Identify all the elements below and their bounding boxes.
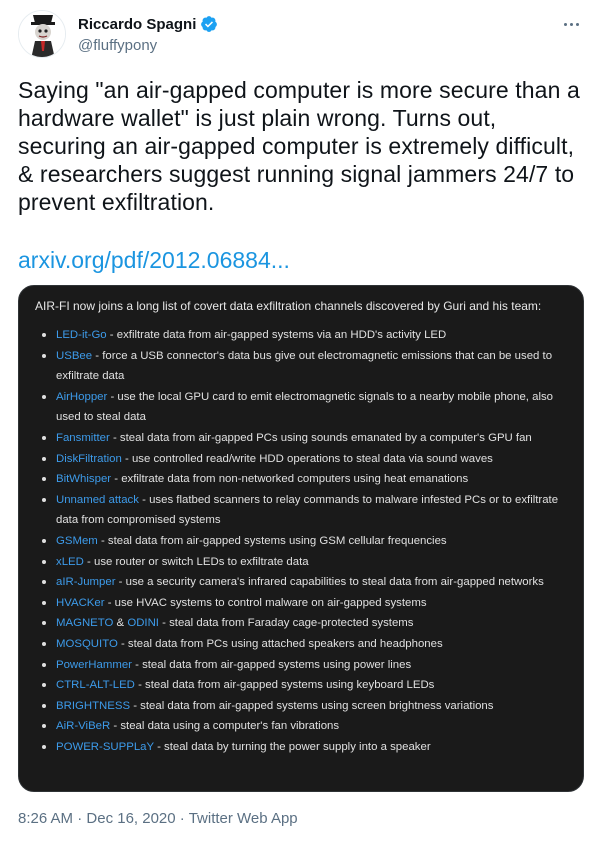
channel-name: PowerHammer — [56, 658, 132, 671]
exfiltration-list — [35, 325, 567, 757]
list-item — [35, 737, 567, 758]
channel-description: - steal data from PCs using attached speakers and headphones — [117, 637, 443, 650]
more-options-button[interactable] — [560, 14, 582, 34]
handle[interactable]: @fluffypony — [78, 37, 158, 54]
tweet-time[interactable]: 8:26 AM — [18, 810, 74, 827]
channel-description: - steal data from Faraday cage-protected systems — [158, 617, 414, 630]
tweet-date[interactable]: Dec 16, 2020 — [86, 810, 176, 827]
tweet-source-app[interactable]: Twitter Web App — [188, 810, 298, 827]
more-dot — [576, 23, 579, 26]
channel-name: USBee — [56, 349, 93, 362]
channel-name: GSMem — [56, 534, 98, 547]
channel-name: xLED — [56, 555, 84, 568]
avatar[interactable] — [18, 10, 66, 58]
list-item — [35, 552, 567, 573]
list-item — [35, 449, 567, 470]
display-name[interactable]: Riccardo Spagni — [78, 15, 197, 33]
channel-description: - steal data from air-gapped PCs using sounds emanated by a computer's GPU fan — [109, 431, 532, 444]
channel-description: - steal data from air-gapped systems using screen brightness variations — [130, 699, 494, 712]
channel-name: Unnamed attack — [56, 493, 139, 506]
channel-description: - use a security camera's infrared capabilities to steal data from air-gapped networks — [115, 576, 544, 589]
list-item — [35, 346, 567, 387]
list-item — [35, 593, 567, 614]
media-content — [19, 286, 583, 757]
list-item — [35, 655, 567, 676]
channel-description: - steal data from air-gapped systems using GSM cellular frequencies — [97, 534, 447, 547]
channel-description: - steal data using a computer's fan vibrations — [110, 720, 340, 733]
channel-name: BitWhisper — [56, 473, 112, 486]
channel-name: MAGNETO — [56, 617, 114, 630]
tweet-media-image[interactable] — [18, 285, 584, 792]
channel-name: BRIGHTNESS — [56, 699, 131, 712]
channel-name: AirHopper — [56, 390, 108, 403]
avatar-image — [19, 11, 66, 58]
channel-name: HVACKer — [56, 596, 105, 609]
tweet-link[interactable]: arxiv.org/pdf/2012.06884... — [18, 247, 290, 273]
channel-name: aIR-Jumper — [56, 576, 116, 589]
display-name-row — [78, 14, 218, 34]
channel-name: POWER-SUPPLaY — [56, 740, 154, 753]
verified-badge-icon — [200, 15, 218, 33]
list-item — [35, 613, 567, 634]
channel-name: ODINI — [127, 617, 159, 630]
list-item — [35, 469, 567, 490]
channel-name: LED-it-Go — [56, 329, 107, 341]
channel-name: DiskFiltration — [56, 452, 122, 465]
author-block — [78, 14, 218, 54]
more-horizontal-icon — [564, 23, 567, 26]
list-item — [35, 716, 567, 737]
channel-description: - uses flatbed scanners to relay commands to malware infested PCs or to exfiltrate data from compromised systems — [56, 493, 559, 527]
channel-description: - use router or switch LEDs to exfiltrate data — [83, 555, 309, 568]
channel-name: AiR-ViBeR — [56, 720, 111, 733]
list-item — [35, 531, 567, 552]
channel-description: - use HVAC systems to control malware on air-gapped systems — [104, 596, 427, 609]
channel-name: Fansmitter — [56, 431, 110, 444]
list-item — [35, 675, 567, 696]
list-item — [35, 572, 567, 593]
footer-separator: · — [175, 810, 189, 827]
channel-description: - use controlled read/write HDD operations to steal data via sound waves — [121, 452, 493, 465]
list-item — [35, 634, 567, 655]
channel-name: CTRL-ALT-LED — [56, 679, 135, 692]
channel-description: - steal data from air-gapped systems using keyboard LEDs — [134, 679, 435, 692]
more-dot — [570, 23, 573, 26]
channel-name: MOSQUITO — [56, 637, 118, 650]
channel-joiner: & — [113, 617, 128, 630]
list-item — [35, 387, 567, 428]
tweet-footer — [18, 810, 298, 827]
list-item — [35, 696, 567, 717]
channel-description: - force a USB connector's data bus give out electromagnetic emissions that can be used to exfiltrate data — [56, 349, 553, 383]
footer-separator: · — [73, 810, 87, 827]
list-item — [35, 325, 567, 346]
tweet-text: Saying "an air-gapped computer is more secure than a hardware wallet" is just plain wrong. Turns out, securing an air-gapped computer is extremely difficult, & researchers suggest running signal jammers 24/7 to prevent exfiltration. — [18, 77, 580, 215]
channel-description: - exfiltrate data from non-networked computers using heat emanations — [111, 473, 469, 486]
channel-description: - steal data from air-gapped systems using power lines — [131, 658, 412, 671]
channel-description: - steal data by turning the power supply into a speaker — [153, 740, 431, 753]
list-item — [35, 428, 567, 449]
list-item — [35, 490, 567, 531]
channel-description: - use the local GPU card to emit electromagnetic signals to a nearby mobile phone, also used to steal data — [56, 390, 554, 424]
media-intro: AIR-FI now joins a long list of covert data exfiltration channels discovered by Guri and his team: — [35, 299, 542, 313]
channel-description: - exfiltrate data from air-gapped systems via an HDD's activity LED — [106, 329, 447, 341]
